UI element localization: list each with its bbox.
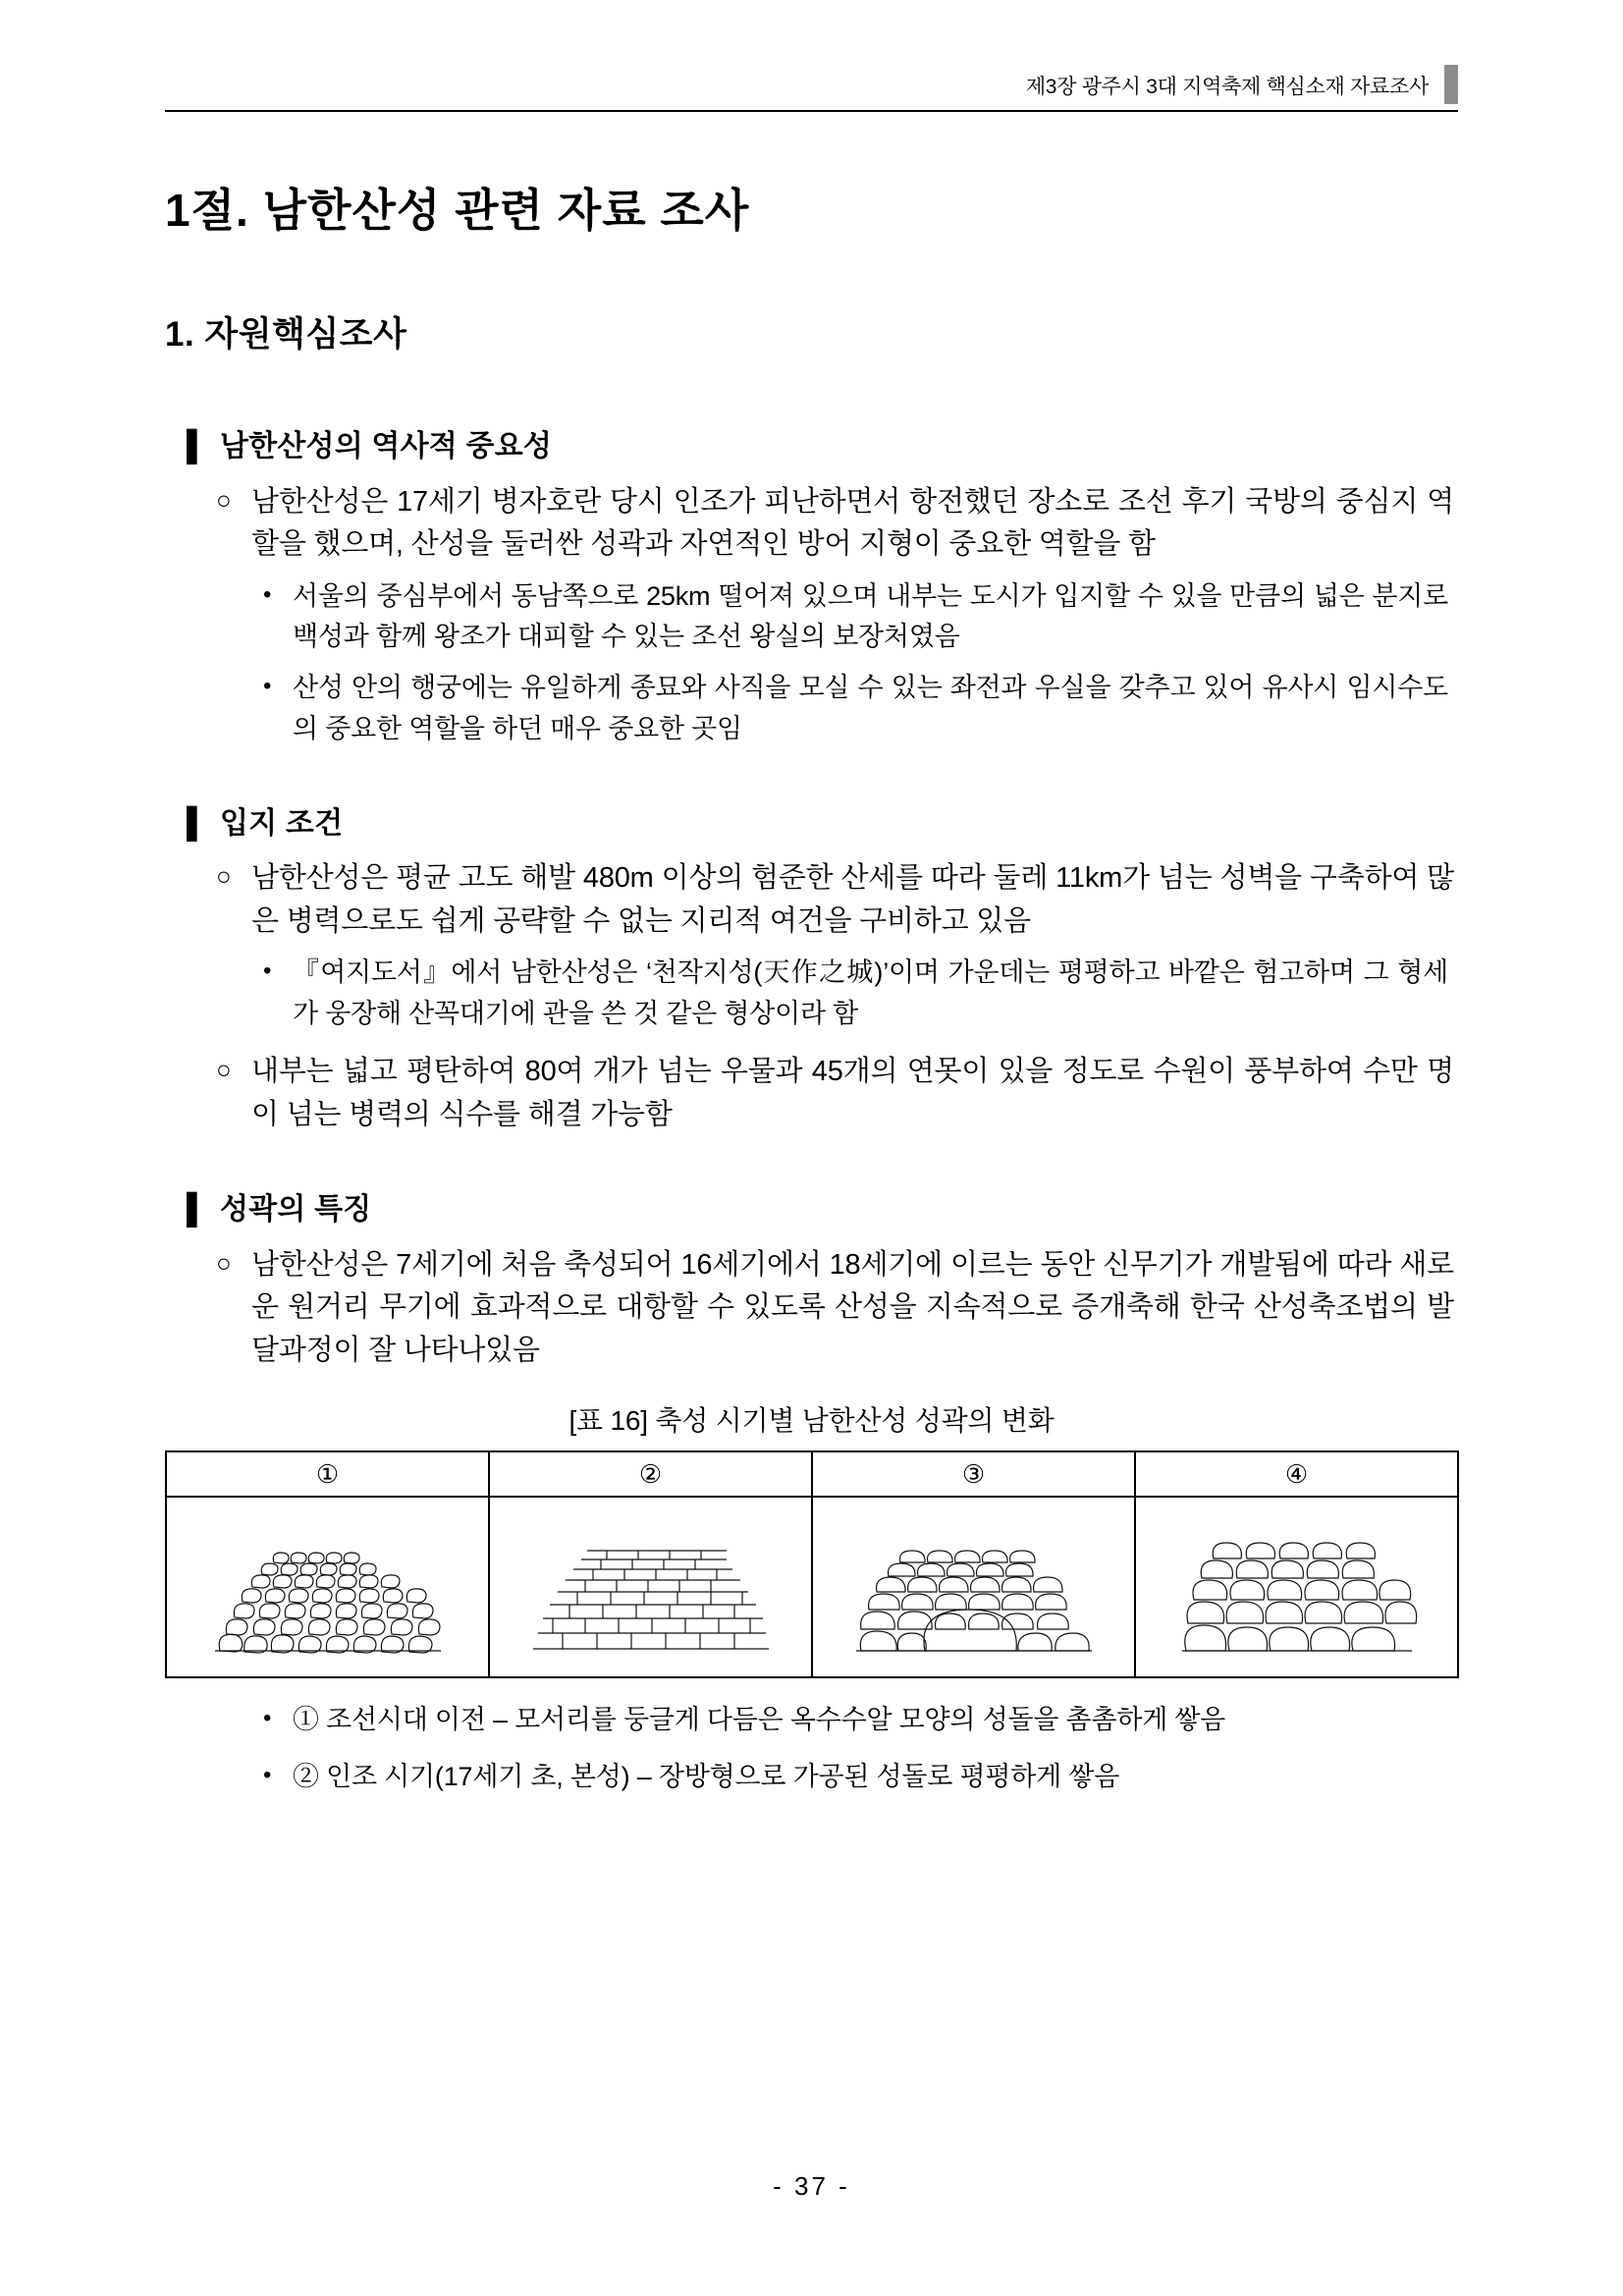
- dot-bullet-icon: •: [263, 580, 272, 608]
- stone-wall-irregular-icon: [1155, 1503, 1439, 1670]
- square-bullet-icon: ▌: [187, 1193, 208, 1227]
- square-bullet-icon: ▌: [187, 430, 208, 463]
- list-item-text: 남한산성은 평균 고도 해발 480m 이상의 험준한 산세를 따라 둘레 11km가 넘는 성벽을 구축하여 많은 병력으로도 쉽게 공략할 수 없는 지리적 여건을 구비하고 있음: [251, 862, 1454, 937]
- circle-bullet-icon: ○: [216, 861, 232, 892]
- list-item-text: 내부는 넓고 평탄하여 80여 개가 넘는 우물과 45개의 연못이 있을 정도로 수원이 풍부하여 수만 명이 넘는 병력의 식수를 해결 가능함: [251, 1056, 1454, 1130]
- table-header-cell: ④: [1135, 1451, 1458, 1497]
- list-item-text: 남한산성은 7세기에 처음 축성되어 16세기에서 18세기에 이르는 동안 신무기가 개발됨에 따라 새로운 원거리 무기에 효과적으로 대항할 수 있도록 산성을 지속적으로 증개축해 한국 산성축조법의 발달과정이 잘 나타나있음: [251, 1248, 1454, 1366]
- stone-wall-large-base-icon: [832, 1503, 1116, 1670]
- figure-table: [165, 1450, 1459, 1678]
- circle-bullet-icon: ○: [216, 484, 232, 515]
- dot-bullet-icon: •: [263, 1761, 272, 1788]
- page-header: [165, 71, 1458, 118]
- list-item: [165, 668, 1458, 750]
- wall-illustration-cell-1: [166, 1497, 489, 1677]
- square-bullet-icon: ▌: [187, 806, 208, 840]
- list-item: [165, 1244, 1458, 1373]
- stone-wall-rectangular-icon: [509, 1503, 793, 1670]
- dot-bullet-icon: •: [263, 1705, 272, 1732]
- heading-label: 입지 조건: [220, 806, 344, 840]
- list-item: [165, 953, 1458, 1035]
- spacer: [165, 1136, 1458, 1166]
- running-title: 제3장 광주시 3대 지역축제 핵심소재 자료조사: [1025, 76, 1429, 98]
- heading-label: 성곽의 특징: [220, 1193, 372, 1227]
- list-item: [165, 1757, 1458, 1798]
- table-row: [166, 1497, 1458, 1677]
- header-divider: [165, 110, 1458, 112]
- circle-bullet-icon: ○: [216, 1055, 232, 1085]
- list-item-text: 서울의 중심부에서 동남쪽으로 25km 떨어져 있으며 내부는 도시가 입지할 수 있을 만큼의 넓은 분지로 백성과 함께 왕조가 대피할 수 있는 조선 왕실의 보장처였음: [293, 580, 1448, 652]
- wall-illustration-cell-2: [489, 1497, 812, 1677]
- list-item-text: 『여지도서』에서 남한산성은 ‘천작지성(天作之城)’이며 가운데는 평평하고 바깥은 험고하며 그 형세가 웅장해 산꼭대기에 관을 쓴 것 같은 형상이라 함: [293, 957, 1448, 1029]
- page-number: - 37 -: [773, 2171, 850, 2201]
- figure-note-text: ① 조선시대 이전 – 모서리를 둥글게 다듬은 옥수수알 모양의 성돌을 촘촘하게 쌓음: [293, 1705, 1226, 1735]
- stone-wall-rounded-icon: [186, 1503, 470, 1670]
- table-header-cell: ③: [812, 1451, 1135, 1497]
- dot-bullet-icon: •: [263, 673, 272, 700]
- heading-location-conditions: [165, 805, 1458, 843]
- table-header-cell: ①: [166, 1451, 489, 1497]
- figure-caption: [표 16] 축성 시기별 남한산성 성곽의 변화: [568, 1405, 1055, 1437]
- table-row: [166, 1451, 1458, 1497]
- table-header-cell: ②: [489, 1451, 812, 1497]
- list-item-text: 산성 안의 행궁에는 유일하게 종묘와 사직을 모실 수 있는 좌전과 우실을 갖추고 있어 유사시 임시수도의 중요한 역할을 하던 매우 중요한 곳임: [293, 673, 1448, 744]
- figure-note-text: ② 인조 시기(17세기 초, 본성) – 장방형으로 가공된 성돌로 평평하게 쌓음: [293, 1761, 1120, 1791]
- page-title: 1절. 남한산성 관련 자료 조사: [165, 185, 750, 236]
- heading-label: 남한산성의 역사적 중요성: [220, 430, 553, 463]
- wall-illustration-cell-4: [1135, 1497, 1458, 1677]
- spacer: [165, 750, 1458, 780]
- circle-bullet-icon: ○: [216, 1247, 232, 1278]
- heading-historical-importance: [165, 428, 1458, 465]
- list-item: [165, 576, 1458, 659]
- header-marker: [1444, 65, 1458, 104]
- list-item: [165, 857, 1458, 943]
- wall-illustration-cell-3: [812, 1497, 1135, 1677]
- list-item: [165, 481, 1458, 567]
- document-body: [165, 403, 1458, 1798]
- list-item: [165, 1051, 1458, 1136]
- section-title: 1. 자원핵심조사: [165, 315, 407, 354]
- list-item-text: 남한산성은 17세기 병자호란 당시 인조가 피난하면서 항전했던 장소로 조선 후기 국방의 중심지 역할을 했으며, 산성을 둘러싼 성곽과 자연적인 방어 지형이 중요한 역할을 함: [251, 485, 1454, 560]
- dot-bullet-icon: •: [263, 957, 272, 985]
- heading-wall-features: [165, 1191, 1458, 1229]
- list-item: [165, 1700, 1458, 1741]
